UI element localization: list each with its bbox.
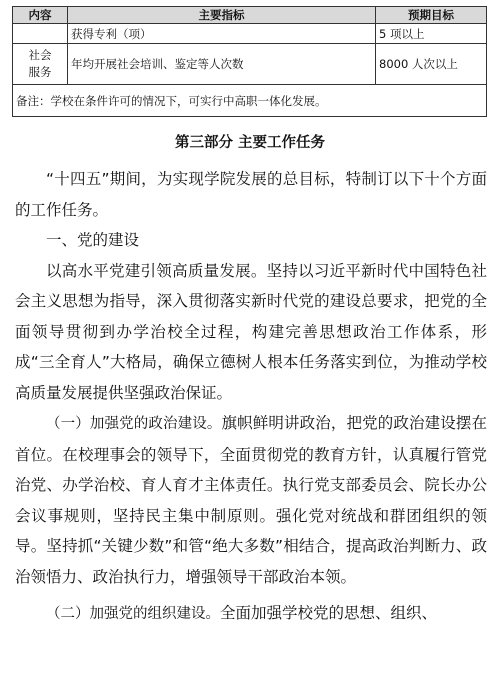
political-building-text: 旗帜鲜明讲政治，把党的政治建设摆在首位。在校理事会的领导下，全面贯彻党的教育方针，认真履行管党治党、办学治校、育人育才主体责任。执行党支部委员会、院长办公会议事规则，坚持民主集中制原则。强化党对统战和群团组织的领导。坚持抓“关键少数”和管“绝大多数”相结合，提高政治判断力、政治领悟力、政治执行力，增强领导干部政治本领。 (15, 414, 487, 586)
paragraph-party-building: 以高水平党建引领高质量发展。坚持以习近平新时代中国特色社会主义思想为指导，深入贯彻落实新时代党的建设总要求，把党的全面领导贯彻到办学治校全过程，构建完善思想政治工作体系，形成“三全育人”大格局，确保立德树人根本任务落实到位，为推动学校高质量发展提供坚强政治保证。 (15, 261, 487, 402)
paragraph-organization-building (15, 598, 487, 630)
header-cell-indicator: 主要指标 (68, 7, 376, 24)
indicators-table (12, 6, 487, 117)
section-title: 第三部分 主要工作任务 (174, 135, 326, 151)
document-body (15, 164, 487, 630)
table-note-row (13, 85, 487, 117)
subheading-organization-building: （二）加强党的组织建设。 (46, 606, 220, 622)
table-row (13, 24, 487, 44)
table-cell-target: 5 项以上 (376, 24, 487, 44)
table-cell-empty (13, 24, 68, 44)
header-cell-target: 预期目标 (376, 7, 487, 24)
category-label: 社会服务 (28, 48, 52, 79)
table-cell-indicator: 获得专利（项） (68, 24, 376, 44)
table-cell-indicator: 年均开展社会培训、鉴定等人次数 (68, 44, 376, 85)
subheading-political-building: （一）加强党的政治建设。 (46, 416, 222, 432)
header-cell-content: 内容 (13, 7, 68, 24)
intro-paragraph: “十四五”期间，为实现学院发展的总目标，特制订以下十个方面的工作任务。 (15, 170, 487, 219)
table-cell-target: 8000 人次以上 (376, 44, 487, 85)
table-row (13, 44, 487, 85)
paragraph-political-building (15, 408, 487, 592)
heading-party-building: 一、党的建设 (46, 231, 140, 249)
table-note: 备注：学校在条件许可的情况下，可实行中高职一体化发展。 (13, 85, 487, 117)
table-header-row (13, 7, 487, 24)
table-cell-category (13, 44, 68, 85)
organization-building-text: 全面加强学校党的思想、组织、 (220, 604, 438, 622)
